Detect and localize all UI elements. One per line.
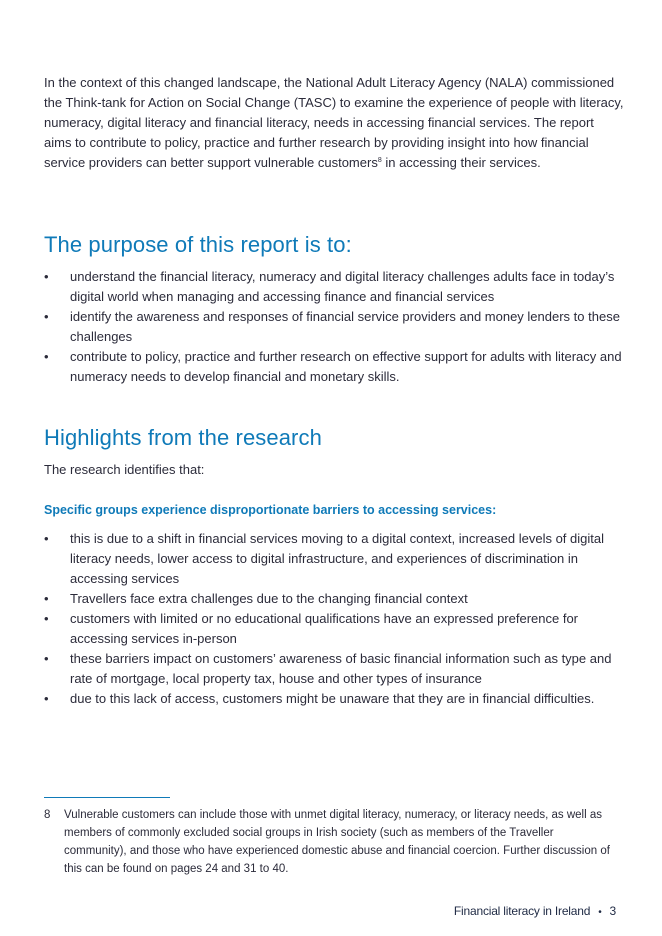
footer-separator: • (598, 907, 602, 918)
list-item: • due to this lack of access, customers might be unaware that they are in financial difficulties. (44, 689, 624, 709)
footnote-number: 8 (44, 809, 51, 821)
list-item: • understand the financial literacy, numeracy and digital literacy challenges adults face in today’s digital world when managing and accessing finance and financial services (44, 267, 624, 307)
footnote-divider (44, 797, 170, 798)
footnote-reference[interactable]: 8 (377, 157, 382, 164)
list-item: • contribute to policy, practice and further research on effective support for adults with literacy and numeracy needs to develop financial and monetary skills. (44, 347, 624, 387)
research-intro: The research identifies that: (44, 462, 205, 477)
highlights-heading: Highlights from the research (44, 425, 322, 450)
purpose-list (44, 267, 624, 387)
footnote (44, 806, 614, 878)
intro-paragraph (44, 73, 624, 173)
list-item: • these barriers impact on customers’ awareness of basic financial information such as type and rate of mortgage, local property tax, house and other types of insurance (44, 649, 624, 689)
list-item: • this is due to a shift in financial services moving to a digital context, increased levels of digital literacy needs, lower access to digital infrastructure, and experiences of discrimination in accessing services (44, 529, 624, 589)
purpose-heading: The purpose of this report is to: (44, 232, 352, 257)
intro-text-end: in accessing their services. (381, 155, 541, 170)
list-item: • Travellers face extra challenges due to the changing financial context (44, 589, 624, 609)
intro-text: In the context of this changed landscape, the National Adult Literacy Agency (NALA) commissioned the Think-tank for Action on Social Change (TASC) to examine the experience of people with literacy, numeracy, digital literacy and financial literacy, needs in accessing financial services. The report aims to contribute to policy, practice and further research by providing insight into how financial service providers can better support vulnerable customers (44, 75, 624, 170)
list-item: • identify the awareness and responses of financial service providers and money lenders to these challenges (44, 307, 624, 347)
highlights-subheading: Specific groups experience disproportionate barriers to accessing services: (44, 503, 497, 517)
footer-title: Financial literacy in Ireland (453, 904, 591, 918)
page-number: 3 (609, 904, 616, 918)
footnote-text: Vulnerable customers can include those with unmet digital literacy, numeracy, or literacy needs, as well as members of commonly excluded social groups in Irish society (such as members of the Traveller community), and those who have experienced domestic abuse and financial coercion. Further discussion of this can be found on pages 24 and 31 to 40. (64, 809, 610, 875)
page-footer (454, 904, 616, 918)
list-item: • customers with limited or no educational qualifications have an expressed preference for accessing services in-person (44, 609, 624, 649)
highlights-list (44, 529, 624, 709)
